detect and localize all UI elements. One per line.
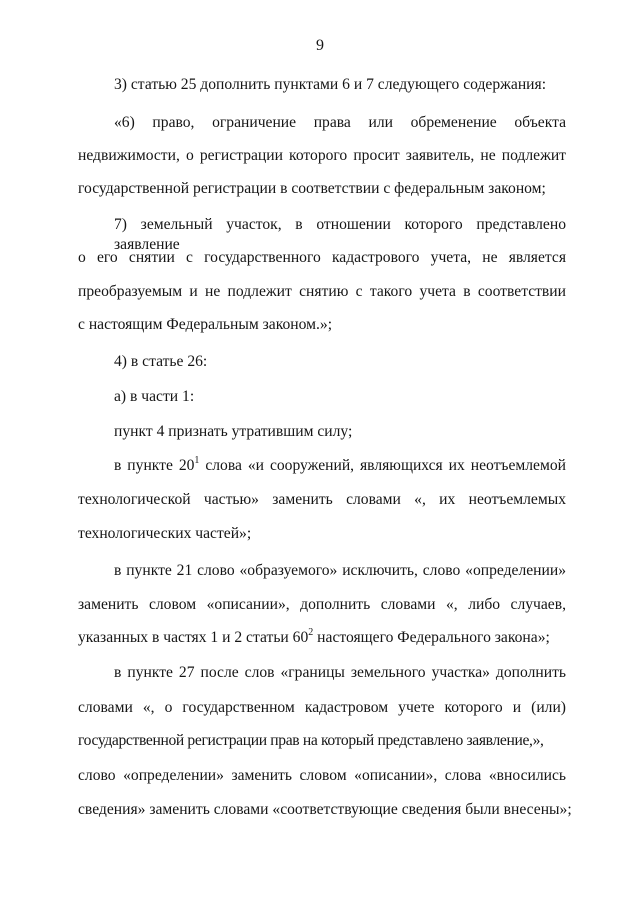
paragraph-line: сведения» заменить словами «соответствующие сведения были внесены»; bbox=[78, 801, 572, 818]
line-text: в пункте 20 bbox=[114, 457, 195, 474]
line-text: настоящего Федерального закона»; bbox=[313, 629, 550, 646]
line-text: слова «и сооружений, являющихся их неотъемлемой bbox=[199, 457, 566, 474]
line-text: указанных в частях 1 и 2 статьи 60 bbox=[78, 629, 309, 646]
paragraph-line: пункт 4 признать утратившим силу; bbox=[114, 423, 353, 440]
paragraph-line: технологических частей»; bbox=[78, 525, 252, 542]
paragraph-line: с настоящим Федеральным законом.»; bbox=[78, 316, 333, 333]
paragraph-line: в пункте 27 после слов «границы земельного участка» дополнить bbox=[114, 664, 566, 681]
paragraph-line: недвижимости, о регистрации которого просит заявитель, не подлежит bbox=[78, 147, 566, 164]
paragraph-line: в пункте 21 слово «образуемого» исключить, слово «определении» bbox=[114, 562, 566, 579]
page-number: 9 bbox=[316, 37, 324, 54]
paragraph-line: заменить словом «описании», дополнить словами «, либо случаев, bbox=[78, 596, 566, 613]
paragraph-line: 7) земельный участок, в отношении которого представлено заявление bbox=[114, 216, 566, 253]
paragraph-line: государственной регистрации прав на который представлено заявление,», bbox=[78, 732, 544, 749]
paragraph-line: а) в части 1: bbox=[114, 388, 195, 405]
paragraph-line: технологической частью» заменить словами «, их неотъемлемых bbox=[78, 491, 566, 508]
paragraph-line: слово «определении» заменить словом «описании», слова «вносились bbox=[78, 767, 566, 784]
paragraph-line: словами «, о государственном кадастровом учете которого и (или) bbox=[78, 699, 566, 716]
paragraph-line: 4) в статье 26: bbox=[114, 353, 208, 370]
paragraph-line bbox=[78, 628, 566, 648]
paragraph-line: 3) статью 25 дополнить пунктами 6 и 7 следующего содержания: bbox=[114, 76, 547, 93]
paragraph-line: о его снятии с государственного кадастрового учета, не является bbox=[78, 249, 566, 266]
paragraph-line: «6) право, ограничение права или обременение объекта bbox=[114, 114, 566, 131]
superscript: 1 bbox=[194, 455, 200, 466]
paragraph-line bbox=[114, 456, 566, 476]
superscript: 2 bbox=[308, 627, 314, 638]
paragraph-line: преобразуемым и не подлежит снятию с такого учета в соответствии bbox=[78, 283, 566, 300]
paragraph-line: государственной регистрации в соответствии с федеральным законом; bbox=[78, 180, 546, 197]
